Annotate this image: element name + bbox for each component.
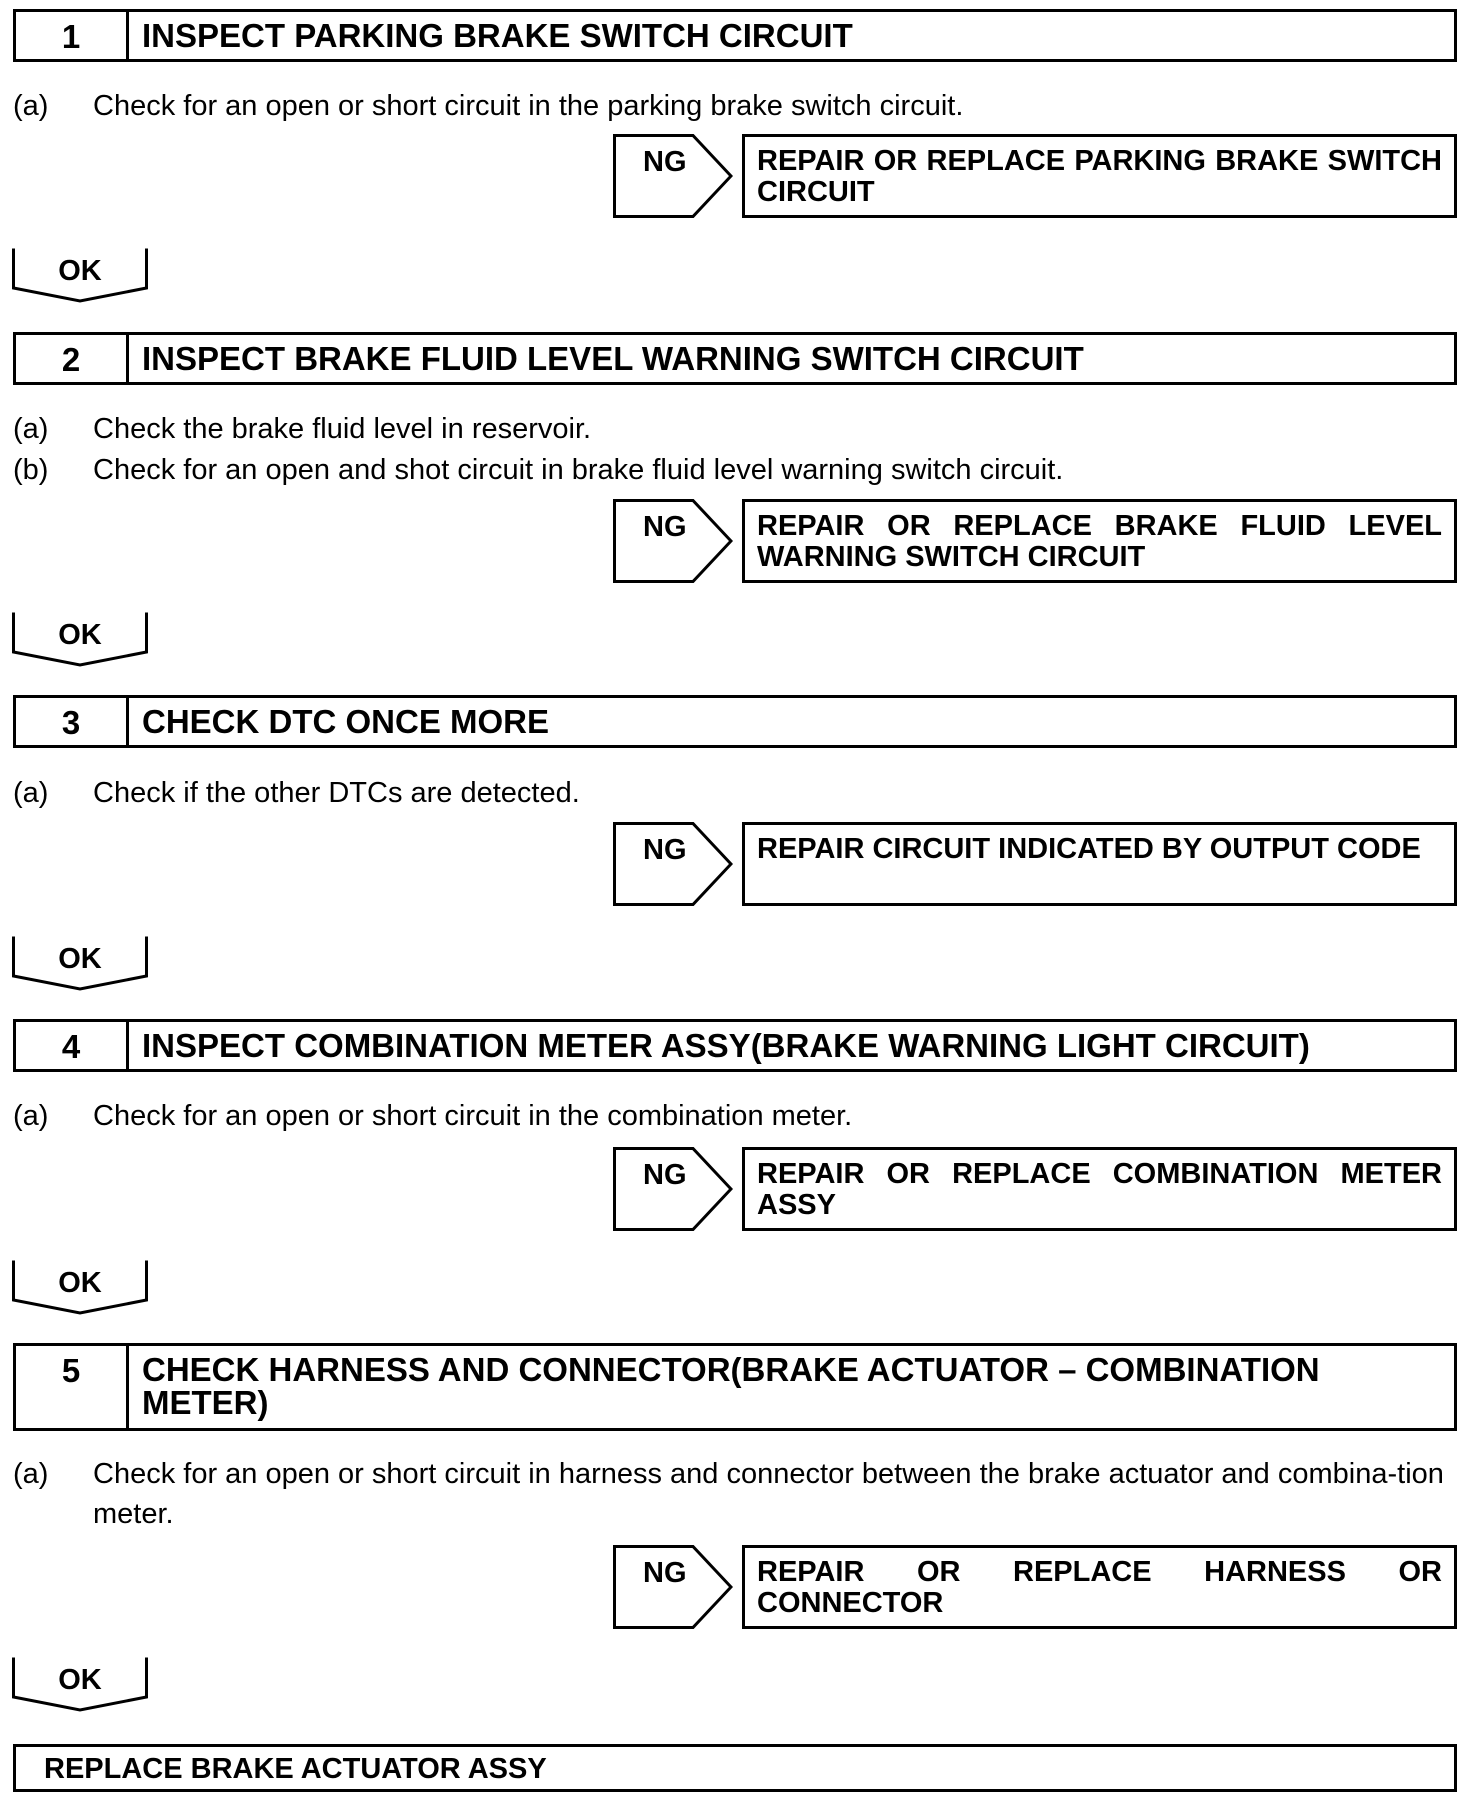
step-4-ng-action: REPAIR OR REPLACE COMBINATION METER ASSY <box>742 1147 1457 1231</box>
ng-arrow-icon <box>613 822 733 906</box>
step-1-ng-branch <box>613 134 1457 218</box>
ng-label: NG <box>643 511 687 543</box>
check-label: (a) <box>13 1458 49 1490</box>
step-1-title: INSPECT PARKING BRAKE SWITCH CIRCUIT <box>142 17 853 54</box>
step-5-ok-arrow <box>12 1656 152 1712</box>
step-4-ok-arrow <box>12 1259 152 1315</box>
step-1-number: 1 <box>16 12 129 59</box>
step-1-ok-arrow <box>12 247 152 303</box>
check-text: Check the brake fluid level in reservoir. <box>93 413 592 445</box>
check-label: (a) <box>13 413 49 445</box>
check-label: (a) <box>13 90 49 122</box>
step-2-ok-arrow <box>12 611 152 667</box>
step-2-ng-action: REPAIR OR REPLACE BRAKE FLUID LEVEL WARNING SWITCH CIRCUIT <box>742 499 1457 583</box>
step-3-number: 3 <box>16 698 129 745</box>
ng-arrow-icon <box>613 499 733 583</box>
ng-arrow-icon <box>613 134 733 218</box>
step-2-title: INSPECT BRAKE FLUID LEVEL WARNING SWITCH CIRCUIT <box>142 340 1084 377</box>
step-5-ng-branch <box>613 1545 1457 1629</box>
ok-label: OK <box>58 1267 102 1299</box>
step-3-ng-branch <box>613 822 1457 906</box>
step-3-ng-action: REPAIR CIRCUIT INDICATED BY OUTPUT CODE <box>742 822 1457 906</box>
step-4-ng-branch <box>613 1147 1457 1231</box>
check-text: Check for an open or short circuit in the parking brake switch circuit. <box>93 90 964 122</box>
ng-label: NG <box>643 1557 687 1589</box>
ng-label: NG <box>643 146 687 178</box>
step-2-number: 2 <box>16 335 129 382</box>
step-5-number: 5 <box>16 1346 129 1428</box>
ng-label: NG <box>643 834 687 866</box>
ng-arrow-icon <box>613 1545 733 1629</box>
step-2-ng-branch <box>613 499 1457 583</box>
step-5-header <box>13 1343 1457 1431</box>
step-4-number: 4 <box>16 1022 129 1069</box>
step-3-title: CHECK DTC ONCE MORE <box>142 703 550 740</box>
check-text: Check if the other DTCs are detected. <box>93 777 580 809</box>
step-1-header <box>13 9 1457 62</box>
step-3-ok-arrow <box>12 935 152 991</box>
step-2-header <box>13 332 1457 385</box>
step-4-title: INSPECT COMBINATION METER ASSY(BRAKE WARNING LIGHT CIRCUIT) <box>142 1027 1310 1064</box>
step-1-ng-action: REPAIR OR REPLACE PARKING BRAKE SWITCH CIRCUIT <box>742 134 1457 218</box>
step-5-title: CHECK HARNESS AND CONNECTOR(BRAKE ACTUATOR – COMBINATION METER) <box>142 1351 1320 1421</box>
check-label: (a) <box>13 1100 49 1132</box>
ng-arrow-icon <box>613 1147 733 1231</box>
step-3-header <box>13 695 1457 748</box>
check-label: (b) <box>13 454 49 486</box>
ok-label: OK <box>58 619 102 651</box>
step-5-check-a <box>13 1454 1463 1534</box>
ok-label: OK <box>58 1664 102 1696</box>
check-label: (a) <box>13 777 49 809</box>
step-5-ng-action: REPAIR OR REPLACE HARNESS OR CONNECTOR <box>742 1545 1457 1629</box>
check-text: Check for an open and shot circuit in brake fluid level warning switch circuit. <box>93 454 1064 486</box>
check-text: Check for an open or short circuit in the combination meter. <box>93 1100 853 1132</box>
step-4-header <box>13 1019 1457 1072</box>
check-text: Check for an open or short circuit in harness and connector between the brake actuator and combina-tion meter. <box>93 1458 1444 1530</box>
ok-label: OK <box>58 255 102 287</box>
ng-label: NG <box>643 1159 687 1191</box>
final-action: REPLACE BRAKE ACTUATOR ASSY <box>13 1744 1457 1792</box>
ok-label: OK <box>58 943 102 975</box>
